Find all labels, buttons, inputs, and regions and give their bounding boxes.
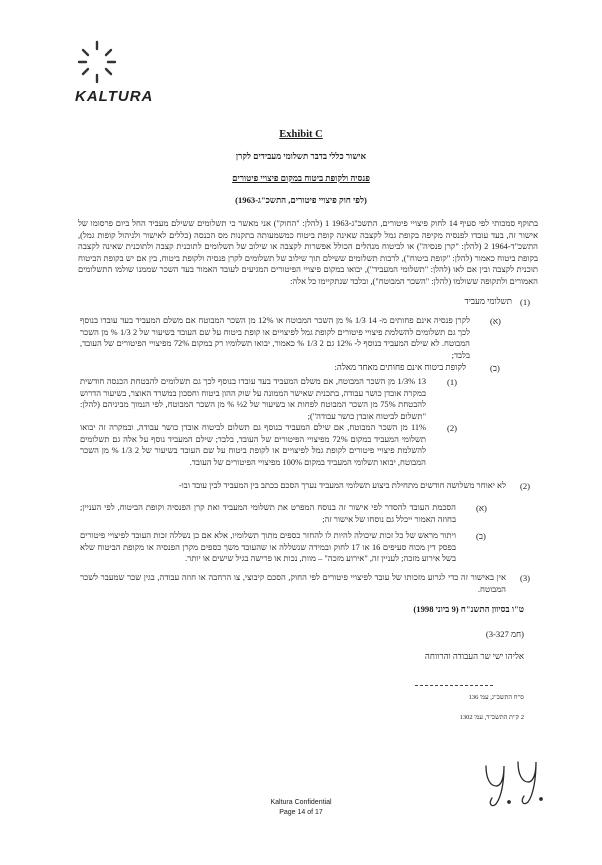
section-3-number: (3) [520,573,531,583]
section-1b2-text: 11% מן השכר המבוטח, אם שילם המעביד בנוסף גם תשלום לביטוח אובדן כושר עבודה, ובמקרה זה יבואו תשלומי המעביד במקום 72% מפיצויי הפיטורים של העובד, בלבד; שילם המעביד נוסף על אלה גם תשלומים להשלמת פיצויי פיטורים לקופת גמל לפיצויים או לקופת ביטוח על שם העובד בשיעור של 2 1/3 % מן השכר המבוטח, יבואו תשלומי המעביד במקום 100% מפיצויי הפיטורים של העובד. [80,423,427,467]
section-1b-text: לקופת ביטוח אינם פחותים מאחד מאלה: [334,362,466,372]
section-1-title: תשלומי מעביד [464,296,512,306]
section-1b-number: (ב) [490,363,500,373]
signoff-date: ט"ו בסיוון התשנ"ח (9 ביוני 1998) [413,604,524,614]
intro-paragraph: בתוקף סמכותי לפי סעיף 14 לחוק פיצויי פיטורים, התשכ"ג-1963 1 (להלן: "החוק") אני מאשר כי תשלומים ששילם מעביד החל ביום פרסומו של אישור זה, בעד עובדו לפנסיה מקיפה בקופת גמל לקצבה שאינה קופת ביטוח כמשמעותה בתקנות מס הכנסה (כללים לאישור ולניהול קופות גמל), התשכ"ד-1964 2 (להלן: "קרן פנסיה") או לביטוח מנהלים הכולל אפשרות לקצבה או שילוב של תשלומים לתוכנית קצבה ולתוכנית שאינה לקצבה בקופת ביטוח כאמור (להלן: "קופת ביטוח"), לרבות תשלומים ששילם תוך שילוב של תשלומים לקרן פנסיה ולקופת ביטוח, בין אם יש בקופת הביטוח תוכנית לקצבה ובין אם לאו (להלן: "תשלומי המעביד"), יבואו במקום פיצויי הפיטורים המגיעים לעובד האמור בעד השכר שממנו שולמו התשלומים האמורים ולתקופה ששולמו (להלן: "השכר המבוטח"), ובלבד שנתקיימו כל אלה: [78,219,539,286]
section-1a-number: (א) [490,316,501,326]
exhibit-title: Exhibit C [279,129,323,140]
title-line-1: אישור כללי בדבר תשלומי מעבידים לקרן [235,151,367,161]
title-line-3: (לפי חוק פיצויי פיטורים, התשכ"ג-1963) [235,195,367,205]
signoff-signer: אליהו ישי שר העבודה והרווחה [424,651,524,661]
footnote-1: ס"ח התשכ"ג, עמ' 136 [468,694,524,701]
logo-wordmark: KALTURA [75,88,154,105]
section-1-number: (1) [520,297,531,307]
footnote-divider [415,685,493,686]
section-1b1-text: 13 1/3% מן השכר המבוטח, אם משלם המעביד בעד עובדו בנוסף לכך גם תשלומים להבטחת הכנסה חודשית במקרה אובדן כושר עבודה, בתכנית שאישר הממונה על שוק ההון ביטוח וחסכון במשרד האוצר, בשיעור הדרוש להבטחת 75% מן השכר המבוטח לפחות או בשיעור של 2½ % מן השכר המבוטח, לפי הנמוך מביניהם (להלן: "תשלום לביטוח אובדן כושר עבודה"); [80,377,427,421]
section-2-title: לא יאוחר משלושה חודשים מתחילת ביצוע תשלומי המעביד נערך הסכם בכתב בין המעביד לבין עובד ובו- [178,481,506,490]
section-1a-text: לקרן פנסיה אינם פחותים מ- 14 1/3 % מן השכר המבוטח או 12% מן השכר המבוטח אם משלם המעביד בעד עובדו בנוסף לכך גם תשלומים להשלמת פיצויי פיטורים לקופת גמל לפיצויים או קופת ביטוח על שם העובד בשיעור של 2 1/3 % מן השכר המבוטח. לא שילם המעביד בנוסף ל- 12% גם 2 1/3 % כאמור, יבואו תשלומיו רק במקום 72% מפיצויי הפיטורים של העובד, בלבד; [80,316,471,360]
section-2b-text: ויתור מראש של כל זכות שיכולה להיות לו להחזר כספים מתוך תשלומיו, אלא אם כן נשללה זכות העובד לפיצויי פיטורים בפסק דין מכוח סעיפים 16 או 17 לחוק ובמידה שנשללה או שהעובד משך כספים מקרן הפנסיה או מקופת הביטוח שלא בשל אירוע מזכה; לעניין זה, "אירוע מזכה" – מוות, נכות או פרישה בגיל שישים או יותר. [80,531,456,564]
section-1b2-number: (2) [447,423,458,433]
section-2b-number: (ב) [476,531,486,541]
footer-confidential: Kaltura Confidential [270,799,332,806]
footnote-2: 2 ק"ת התשכ"ד, עמ' 1302 [459,714,524,721]
section-2-number: (2) [520,481,531,491]
section-2a-number: (א) [476,503,487,513]
signoff-reference: (חמ 3-327) [485,629,524,639]
section-3-text: אין באישור זה כדי לגרוע מזכותו של עובד לפיצויי פיטורים לפי החוק, הסכם קיבוצי, צו הרחבה או חוזה עבודה, בגין שכר שמעבר לשכר המבוטח. [80,573,506,594]
title-line-2: פנסיה ולקופת ביטוח במקום פיצויי פיטורים [232,173,370,183]
section-1b1-number: (1) [447,377,458,387]
footer-page-number: Page 14 of 17 [279,809,323,816]
section-2a-text: הסכמת העובד להסדר לפי אישור זה בנוסח המפרט את תשלומי המעביד ואת קרן הפנסיה וקופת הביטוח, לפי העניין; בחוזה האמור ייכלל גם נוסחו של אישור זה; [80,503,456,524]
